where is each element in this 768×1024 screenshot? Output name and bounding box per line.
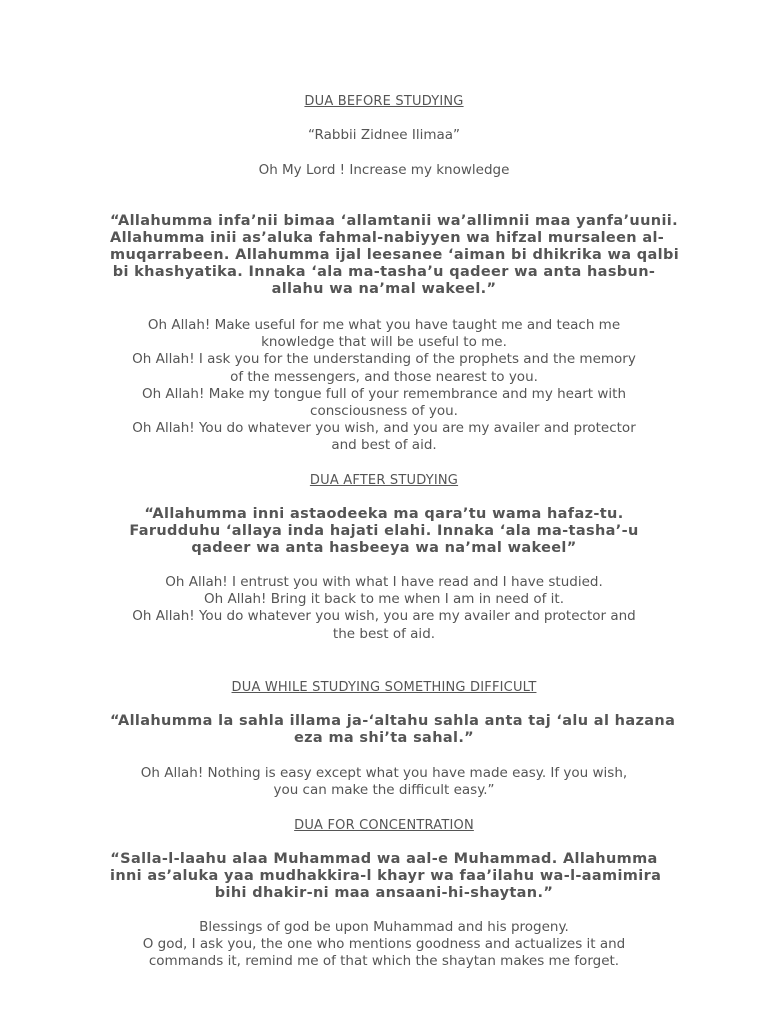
translation-line: Oh Allah! Make my tongue full of your remembrance and my heart with [141, 385, 627, 402]
translation-line: Oh Allah! You do whatever you wish, you are my availer and protector and [132, 608, 636, 625]
translation-concentration [110, 919, 658, 971]
arabic-short-phrase: “Rabbii Zidnee Ilimaa” [307, 127, 461, 143]
arabic-line: “Allahumma infa’nii bimaa ‘allamtanii wa’allimnii maa yanfa’uunii. [110, 213, 678, 229]
translation-line: Oh Allah! I ask you for the understanding of the prophets and the memory [132, 351, 636, 368]
translation-line: of the messengers, and those nearest to you. [230, 368, 538, 385]
arabic-line: bihi dhakir-ni maa ansaani-hi-shaytan.” [214, 885, 554, 901]
translation-line: Oh Allah! Bring it back to me when I am in need of it. [203, 591, 565, 608]
translation-line: consciousness of you. [310, 403, 458, 420]
heading-dua-while-studying-difficult: DUA WHILE STUDYING SOMETHING DIFFICULT [231, 680, 537, 695]
arabic-line: qadeer wa anta hasbeeya wa na’mal wakeel” [191, 540, 577, 556]
translation-line: and best of aid. [331, 437, 437, 454]
heading-dua-for-concentration: DUA FOR CONCENTRATION [294, 818, 474, 833]
arabic-line: eza ma shi’ta sahal.” [293, 730, 475, 746]
translation-after-studying [110, 574, 658, 643]
arabic-before-studying [110, 213, 680, 298]
translation-line: Oh Allah! Make useful for me what you have taught me and teach me [147, 317, 621, 333]
arabic-line: Allahumma inii as’aluka fahmal-nabiyyen wa hifzal mursaleen al- [110, 230, 665, 246]
arabic-line: inni as’aluka yaa mudhakkira-l khayr wa faa’ilahu wa-l-aamimira [110, 868, 662, 884]
translation-line: the best of aid. [332, 625, 436, 642]
translation-line: Oh Allah! You do whatever you wish, and you are my availer and protector [132, 420, 636, 437]
arabic-difficult [110, 713, 676, 747]
heading-dua-before-studying: DUA BEFORE STUDYING [304, 94, 464, 109]
translation-difficult [110, 765, 658, 799]
arabic-after-studying [110, 506, 658, 557]
heading-dua-after-studying: DUA AFTER STUDYING [309, 473, 459, 488]
arabic-line: “Allahumma inni astaodeeka ma qara’tu wama hafaz-tu. [144, 506, 624, 522]
translation-line: O god, I ask you, the one who mentions goodness and actualizes it and [142, 936, 626, 953]
arabic-line: “Salla-l-laahu alaa Muhammad wa aal-e Muhammad. Allahumma [110, 851, 658, 867]
translation-line: Blessings of god be upon Muhammad and his progeny. [199, 919, 569, 935]
translation-line: knowledge that will be useful to me. [261, 334, 507, 351]
translation-line: you can make the difficult easy.” [273, 782, 495, 799]
translation-line: commands it, remind me of that which the shaytan makes me forget. [148, 953, 620, 970]
arabic-line: “Allahumma la sahla illama ja-‘altahu sahla anta taj ‘alu al hazana [110, 713, 676, 729]
arabic-line: Farudduhu ‘allaya inda hajati elahi. Innaka ‘ala ma-tasha’-u [129, 523, 639, 539]
translation-line: Oh Allah! Nothing is easy except what you have made easy. If you wish, [140, 765, 628, 781]
translation-before-studying [110, 317, 658, 455]
arabic-line: allahu wa na’mal wakeel.” [271, 281, 497, 297]
arabic-line: bi khashyatika. Innaka ‘ala ma-tasha’u qadeer wa anta hasbun- [112, 264, 656, 280]
arabic-concentration [110, 851, 662, 902]
arabic-line: muqarrabeen. Allahumma ijal leesanee ‘aiman bi dhikrika wa qalbi [110, 247, 680, 263]
translation-short-phrase: Oh My Lord ! Increase my knowledge [258, 162, 510, 178]
translation-line: Oh Allah! I entrust you with what I have read and I have studied. [165, 574, 603, 590]
